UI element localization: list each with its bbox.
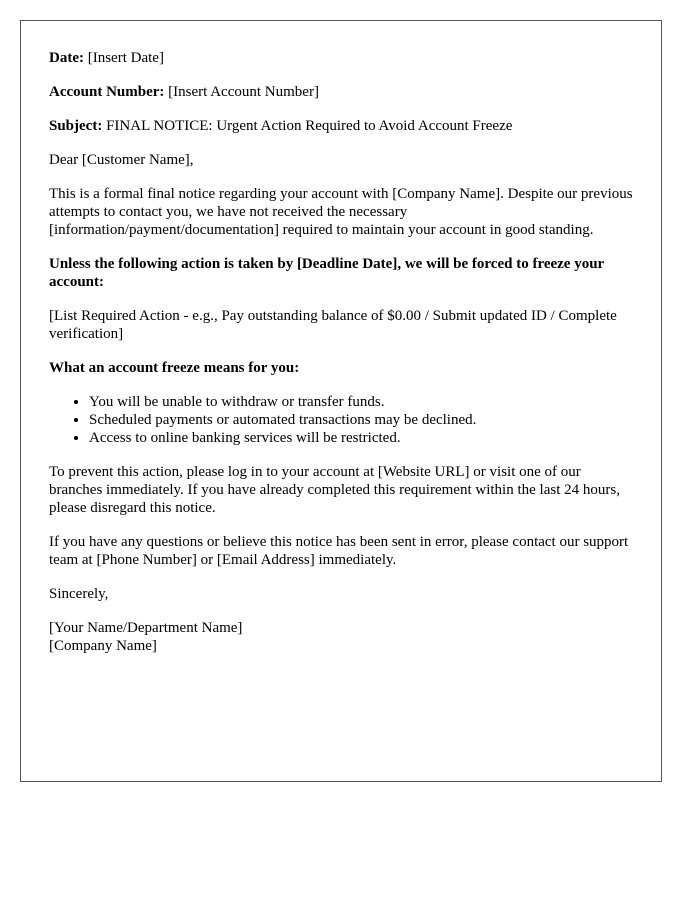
intro-paragraph: This is a formal final notice regarding your account with [Company Name]. Despite our previous attempts to contact you, we have not received the necessary [information/payment/documentation] required to maintain your account in good standing. bbox=[49, 186, 633, 238]
subject-value: FINAL NOTICE: Urgent Action Required to Avoid Account Freeze bbox=[106, 118, 513, 134]
signature-name: [Your Name/Department Name] bbox=[49, 620, 243, 636]
deadline-statement: Unless the following action is taken by [Deadline Date], we will be forced to freeze your account: bbox=[49, 256, 604, 290]
subject-line bbox=[49, 117, 633, 135]
signature-block bbox=[49, 619, 633, 655]
required-action: [List Required Action - e.g., Pay outstanding balance of $0.00 / Submit updated ID / Complete verification] bbox=[49, 308, 617, 342]
salutation: Dear [Customer Name], bbox=[49, 152, 194, 168]
list-item: • Scheduled payments or automated transactions may be declined. bbox=[89, 411, 633, 429]
date-label: Date: bbox=[49, 50, 84, 66]
prevention-paragraph: To prevent this action, please log in to your account at [Website URL] or visit one of our branches immediately. If you have already completed this requirement within the last 24 hours, please disregard this notice. bbox=[49, 464, 620, 516]
account-number-value: [Insert Account Number] bbox=[168, 84, 319, 100]
list-item: • You will be unable to withdraw or transfer funds. bbox=[89, 393, 633, 411]
contact-paragraph: If you have any questions or believe this notice has been sent in error, please contact our support team at [Phone Number] or [Email Address] immediately. bbox=[49, 534, 629, 568]
account-number-line bbox=[49, 83, 633, 101]
freeze-heading: What an account freeze means for you: bbox=[49, 360, 300, 376]
closing: Sincerely, bbox=[49, 586, 109, 602]
signature-company: [Company Name] bbox=[49, 638, 157, 654]
list-item: • Access to online banking services will be restricted. bbox=[89, 429, 633, 447]
letter-document bbox=[20, 20, 662, 782]
subject-label: Subject: bbox=[49, 118, 103, 134]
date-line bbox=[49, 49, 633, 67]
freeze-consequences-list bbox=[49, 393, 633, 447]
date-value: [Insert Date] bbox=[87, 50, 164, 66]
account-number-label: Account Number: bbox=[49, 84, 165, 100]
